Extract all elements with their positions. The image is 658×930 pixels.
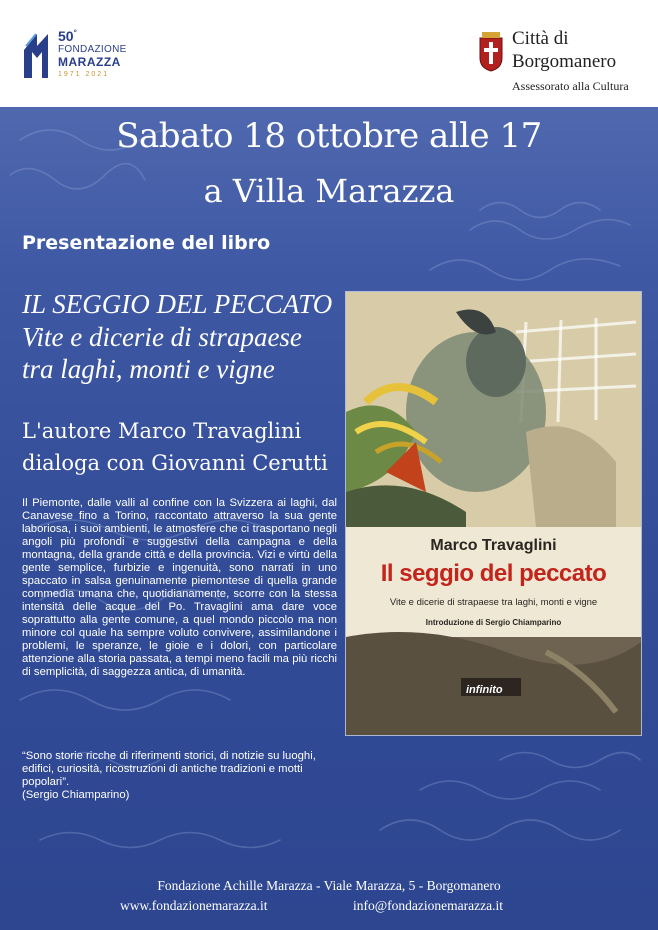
city-name-line2: Borgomanero	[512, 51, 617, 72]
citta-borgomanero-logo	[476, 26, 646, 96]
footer-website-link[interactable]: www.fondazionemarazza.it	[120, 898, 268, 913]
cover-title: Il seggio del peccato	[380, 560, 607, 587]
book-subtitle-line1: Vite e dicerie di strapaese	[22, 322, 302, 352]
book-title: IL SEGGIO DEL PECCATO	[22, 289, 333, 319]
fondazione-logo-icon	[22, 32, 52, 80]
book-description: Il Piemonte, dalle valli al confine con la Svizzera ai laghi, dal Canavese fino a Torino, raccontato attraverso la sua gente laboriosa, i suoi ambienti, le atmosfere che ci trasportano negli angoli più profondi e suggestivi della campagna e della montagna, della grande città e della provincia. Vizi e virtù della gente semplice, furbizie e ingenuità, sono narrati in uno spaccato in salsa genuinamente piemontese di quella grande commedia umana che, quotidianamente, scorre con la stessa intensità delle acque del Po. Travaglini ama dare voce soprattutto alla gente comune, a quel mondo piccolo ma non minore col quale ha sempre voluto convivere, assimilandone i problemi, le speranze, le gioie e i dolori, con particolare attenzione alla storia passata, a tempi meno facili ma più ricchi di semplicità, di saggezza antica, di umanità.	[22, 497, 337, 678]
event-venue-heading: a Villa Marazza	[203, 172, 455, 210]
book-cover	[346, 292, 641, 735]
city-name-line1: Città di	[512, 28, 569, 49]
cover-painting-image	[346, 292, 641, 735]
discussant-line: dialoga con Giovanni Cerutti	[22, 451, 328, 475]
author-line: L'autore Marco Travaglini	[22, 419, 302, 443]
event-date-heading: Sabato 18 ottobre alle 17	[116, 116, 542, 156]
cover-subtitle: Vite e dicerie di strapaese tra laghi, monti e vigne	[389, 597, 598, 608]
footer-email-link[interactable]: info@fondazionemarazza.it	[353, 898, 503, 913]
header-band	[0, 0, 658, 107]
footer-address: Fondazione Achille Marazza - Viale Marazza, 5 - Borgomanero	[157, 878, 501, 893]
quote-text: “Sono storie ricche di riferimenti storici, di notizie su luoghi, edifici, curiosità, ricostruzioni di antiche tradizioni e motti popolari”.	[22, 750, 316, 788]
cover-author: Marco Travaglini	[430, 537, 557, 554]
logo-years: 1971 2021	[58, 71, 110, 78]
presentation-label: Presentazione del libro	[22, 232, 271, 254]
logo-line-fondazione: FONDAZIONE	[58, 44, 127, 55]
book-subtitle-line2: tra laghi, monti e vigne	[22, 354, 275, 384]
quote-attribution: (Sergio Chiamparino)	[22, 789, 130, 801]
logo-anniversary: 50°	[58, 28, 77, 44]
assessorato-label: Assessorato alla Cultura	[512, 79, 629, 93]
publisher-logo: infinito	[466, 684, 503, 696]
city-crest-icon	[476, 30, 506, 72]
fondazione-marazza-logo	[22, 22, 142, 86]
logo-line-marazza: MARAZZA	[58, 55, 121, 69]
cover-introduction: Introduzione di Sergio Chiamparino	[425, 618, 562, 627]
